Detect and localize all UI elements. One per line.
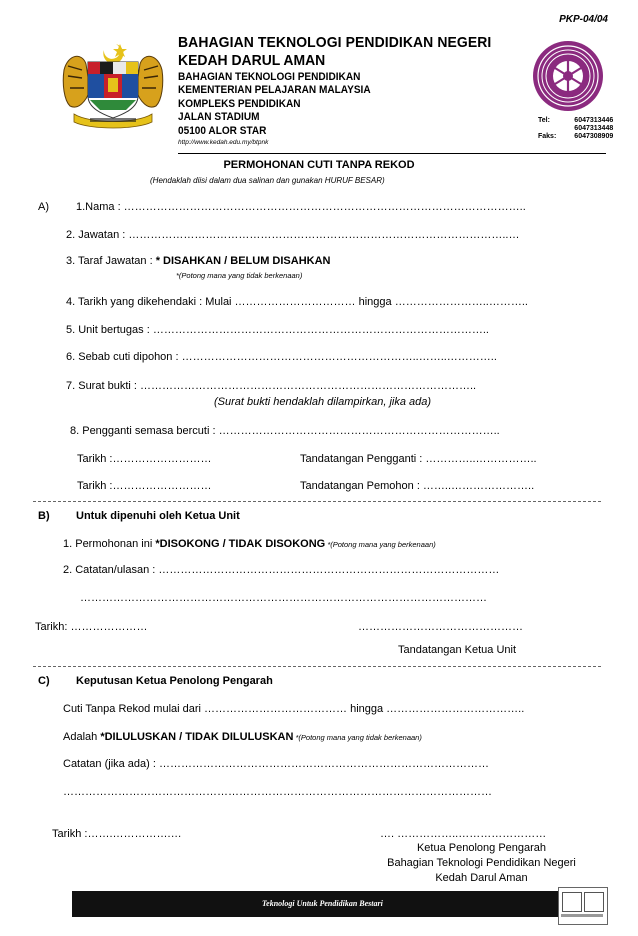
kpp-title: Ketua Penolong Pengarah xyxy=(416,842,547,854)
taraf-options[interactable]: * DISAHKAN / BELUM DISAHKAN xyxy=(155,255,331,267)
website-url: http://www.kedah.edu.my/btpnk xyxy=(178,139,269,147)
form-code: PKP-04/04 xyxy=(559,14,608,25)
section-b-heading: Untuk dipenuhi oleh Ketua Unit xyxy=(76,510,240,522)
contact-value: 6047308909 xyxy=(574,133,614,141)
keputusan-options[interactable]: *DILULUSKAN / TIDAK DILULUSKAN xyxy=(100,731,294,743)
surat-bukti-note: (Surat bukti hendaklah dilampirkan, jika ada) xyxy=(214,396,432,408)
section-c-label: C) xyxy=(38,675,50,687)
organization-header xyxy=(178,34,515,146)
keputusan-field[interactable] xyxy=(63,731,422,743)
org-name-line1: BAHAGIAN TEKNOLOGI PENDIDIKAN NEGERI xyxy=(178,34,492,51)
org-name-line2: KEDAH DARUL AMAN xyxy=(178,52,326,69)
address-line: KOMPLEKS PENDIDIKAN xyxy=(178,97,301,110)
surat-bukti-field[interactable]: 7. Surat bukti : ……………………………………………………………………………….. xyxy=(66,380,477,392)
address-line: 05100 ALOR STAR xyxy=(178,124,267,137)
tandatangan-ketua-unit-line[interactable]: ……………………………………… xyxy=(358,621,523,633)
tarikh-dikehendaki-field[interactable]: 4. Tarikh yang dikehendaki : Mulai …………………………… hingga ……………………..……….. xyxy=(66,296,528,308)
tarikh-pemohon-field[interactable]: Tarikh :……………………… xyxy=(77,480,212,492)
contact-label xyxy=(538,125,560,133)
form-title: PERMOHONAN CUTI TANPA REKOD xyxy=(223,159,415,171)
certification-caption-icon xyxy=(561,914,603,917)
permohonan-options[interactable]: *DISOKONG / TIDAK DISOKONG xyxy=(155,538,326,550)
tandatangan-pemohon-field[interactable]: Tandatangan Pemohon : ……..………………….. xyxy=(300,480,535,492)
section-b-label: B) xyxy=(38,510,50,522)
contact-value: 6047313448 xyxy=(574,125,614,133)
contact-info xyxy=(538,117,617,142)
tandatangan-kpp-line[interactable]: …. ……………..…………………… xyxy=(380,828,547,840)
catatan-ulasan-field[interactable]: 2. Catatan/ulasan : ………………………………………………………………………………… xyxy=(63,564,500,576)
quality-system-icon xyxy=(562,892,582,912)
permohonan-field[interactable] xyxy=(63,538,436,550)
footer-banner xyxy=(72,891,558,917)
section-c-heading: Keputusan Ketua Penolong Pengarah xyxy=(76,675,273,687)
keputusan-note: *(Potong mana yang tidak berkenaan) xyxy=(293,733,422,742)
header-divider xyxy=(178,153,606,154)
kpp-department: Bahagian Teknologi Pendidikan Negeri xyxy=(387,857,576,869)
cuti-tanpa-rekod-field[interactable]: Cuti Tanpa Rekod mulai dari ………………………………… hingga ……………………………….. xyxy=(63,703,525,715)
tarikh-kpp-field[interactable]: Tarikh :…….…………….… xyxy=(52,828,182,840)
catatan-kpp-line2[interactable]: ……………………………………………………………………………………………………… xyxy=(63,786,492,798)
catatan-ulasan-line2[interactable]: ………………………………………………………………………………………………… xyxy=(80,592,487,604)
contact-label: Tel: xyxy=(538,117,550,124)
tarikh-ketua-unit-field[interactable]: Tarikh: ………………… xyxy=(35,621,148,633)
jawatan-field[interactable]: 2. Jawatan : …………………………………………………………………………………………..… xyxy=(66,229,520,241)
malaysia-coat-of-arms-icon xyxy=(60,40,166,130)
section-a-label: A) xyxy=(38,201,49,213)
unit-bertugas-field[interactable]: 5. Unit bertugas : ……………………………………………………………………………….. xyxy=(66,324,489,336)
form-subtitle: (Hendaklah diisi dalam dua salinan dan gunakan HURUF BESAR) xyxy=(150,176,385,185)
taraf-prefix: 3. Taraf Jawatan : xyxy=(66,255,156,267)
taraf-note: *(Potong mana yang tidak berkenaan) xyxy=(176,271,303,280)
adalah-prefix: Adalah xyxy=(63,731,101,743)
address-line: JALAN STADIUM xyxy=(178,111,260,124)
catatan-kpp-field[interactable]: Catatan (jika ada) : ……………………………………………………………………………… xyxy=(63,758,489,770)
pengganti-field[interactable]: 8. Pengganti semasa bercuti : ………………………………………………………………….. xyxy=(70,425,500,437)
tandatangan-ketua-unit-label: Tandatangan Ketua Unit xyxy=(398,644,517,656)
sebab-cuti-field[interactable]: 6. Sebab cuti dipohon : ………………………………………………………..……..………….. xyxy=(66,351,497,363)
nama-field[interactable]: 1.Nama : ……………………………………………………………………………………………….. xyxy=(76,201,526,213)
section-divider xyxy=(33,666,601,667)
tandatangan-pengganti-field[interactable]: Tandatangan Pengganti : …………..…………….. xyxy=(300,453,537,465)
btpn-logo-icon xyxy=(532,40,604,112)
permohonan-prefix: 1. Permohonan ini xyxy=(63,538,156,550)
quality-certification-badge xyxy=(558,887,608,925)
contact-value: 6047313446 xyxy=(574,117,614,124)
address-line: KEMENTERIAN PELAJARAN MALAYSIA xyxy=(178,84,371,97)
permohonan-note: *(Potong mana yang berkenaan) xyxy=(325,540,436,549)
kpp-state: Kedah Darul Aman xyxy=(435,872,528,884)
contact-label: Faks: xyxy=(538,133,557,141)
taraf-jawatan-field[interactable] xyxy=(66,255,330,267)
footer-slogan: Teknologi Untuk Pendidikan Bestari xyxy=(262,899,383,908)
address-line: BAHAGIAN TEKNOLOGI PENDIDIKAN xyxy=(178,71,361,83)
tarikh-pengganti-field[interactable]: Tarikh :……………………… xyxy=(77,453,212,465)
section-divider xyxy=(33,501,601,502)
ukas-icon xyxy=(584,892,604,912)
